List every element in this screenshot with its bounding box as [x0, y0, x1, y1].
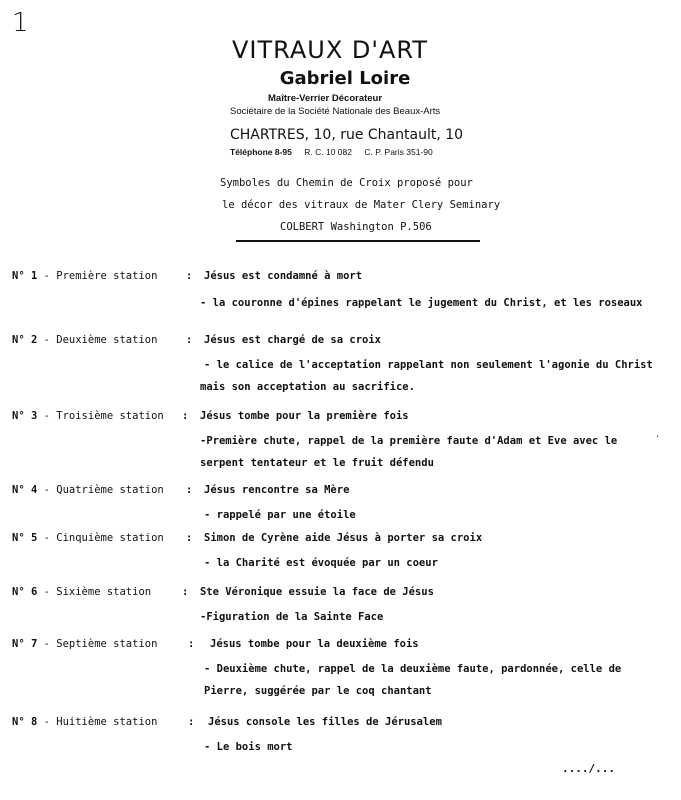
letterhead-role: Maître-Verrier Décorateur: [268, 93, 383, 104]
subject-underline: [236, 240, 480, 242]
page-continuation: ..../...: [562, 762, 615, 775]
station-name: - Quatrième station: [43, 484, 164, 496]
station-number: N° 2: [12, 334, 38, 346]
letterhead: [200, 36, 470, 157]
station-number: N° 6: [12, 586, 38, 598]
note-line: - Le bois mort: [204, 741, 293, 753]
station-number: N° 5: [12, 532, 38, 544]
station-separator: :: [188, 716, 195, 728]
note-line: -Première chute, rappel de la première faute d'Adam et Eve avec le: [200, 435, 618, 447]
station-note: [200, 354, 674, 398]
station-name: - Première station: [43, 270, 158, 282]
letterhead-rc: R. C. 10 082: [304, 147, 352, 157]
station-number: N° 4: [12, 484, 38, 496]
note-line: mais son acceptation au sacrifice.: [200, 381, 415, 393]
letterhead-contact-row: [230, 147, 470, 157]
station-separator: :: [188, 638, 195, 650]
letterhead-name: Gabriel Loire: [279, 68, 411, 89]
station-title: Jésus est chargé de sa croix: [204, 334, 382, 346]
note-line: - Deuxième chute, rappel de la deuxième faute, pardonnée, celle de: [204, 663, 622, 675]
station-note: [200, 292, 670, 314]
note-line: serpent tentateur et le fruit défendu: [200, 457, 434, 469]
station-note: [200, 430, 670, 474]
subject-line-3: COLBERT Washington P.506: [280, 221, 432, 233]
station-separator: :: [186, 532, 193, 544]
station-note: [204, 736, 674, 758]
station-separator: :: [182, 586, 189, 598]
station-separator: :: [186, 484, 193, 496]
letterhead-cp: C. P. Paris 351-90: [364, 147, 433, 157]
document-subject: [200, 172, 540, 238]
station-note: [204, 658, 674, 702]
scan-speck: ·: [656, 432, 660, 443]
station-title: Jésus est condamné à mort: [204, 270, 363, 282]
station-name: - Cinquième station: [43, 532, 164, 544]
station-number: N° 3: [12, 410, 38, 422]
subject-line-1: Symboles du Chemin de Croix proposé pour: [220, 177, 473, 189]
page-number-mark: 1: [12, 8, 29, 38]
note-line: - la Charité est évoquée par un coeur: [204, 557, 438, 569]
letterhead-title: VITRAUX D'ART: [232, 36, 428, 64]
station-name: - Troisième station: [43, 410, 164, 422]
station-separator: :: [186, 270, 193, 282]
letterhead-phone: Téléphone 8-95: [230, 147, 292, 157]
station-title: Jésus tombe pour la deuxième fois: [210, 638, 419, 650]
station-title: Simon de Cyrène aide Jésus à porter sa croix: [204, 532, 483, 544]
station-note: [204, 504, 674, 526]
station-note: [200, 606, 670, 628]
note-line: - le calice de l'acceptation rappelant non seulement l'agonie du Christ: [204, 359, 653, 371]
station-name: - Huitième station: [43, 716, 158, 728]
station-title: Jésus console les filles de Jérusalem: [208, 716, 442, 728]
station-note: [204, 552, 674, 574]
station-title: Ste Véronique essuie la face de Jésus: [200, 586, 434, 598]
station-title: Jésus rencontre sa Mère: [204, 484, 350, 496]
letterhead-address: CHARTRES, 10, rue Chantault, 10: [230, 127, 464, 143]
subject-line-2: le décor des vitraux de Mater Clery Seminary: [222, 199, 501, 211]
station-number: N° 8: [12, 716, 38, 728]
station-name: - Deuxième station: [43, 334, 158, 346]
station-title: Jésus tombe pour la première fois: [200, 410, 409, 422]
station-name: - Septième station: [43, 638, 158, 650]
station-number: N° 7: [12, 638, 38, 650]
station-name: - Sixième station: [43, 586, 152, 598]
letterhead-society: Sociétaire de la Société Nationale des Beaux-Arts: [230, 106, 441, 117]
note-line: Pierre, suggérée par le coq chantant: [204, 685, 432, 697]
station-separator: :: [182, 410, 189, 422]
station-number: N° 1: [12, 270, 38, 282]
note-line: - la couronne d'épines rappelant le jugement du Christ, et les roseaux: [200, 297, 643, 309]
note-line: - rappelé par une étoile: [204, 509, 356, 521]
station-separator: :: [186, 334, 193, 346]
note-line: -Figuration de la Sainte Face: [200, 611, 384, 623]
